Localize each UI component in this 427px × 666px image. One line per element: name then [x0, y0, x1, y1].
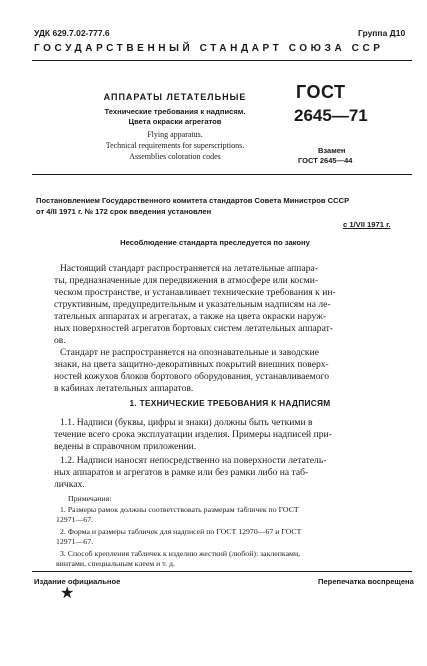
state-standard-title: ГОСУДАРСТВЕННЫЙ СТАНДАРТ СОЮЗА ССР: [34, 43, 384, 54]
udk-code: УДК 629.7.02-777.6: [34, 28, 110, 38]
subtitle-ru-1: Технические требования к надписям.: [104, 107, 246, 116]
title-en: Flying apparatus.: [147, 130, 203, 139]
notes-heading: Примечания:: [68, 494, 112, 503]
section-line: 1.2. Надписи наносят непосредственно на поверхности летатель-: [60, 455, 327, 466]
section-line: 1.1. Надписи (буквы, цифры и знаки) должны быть четкими в: [60, 417, 313, 428]
intro-line: ностей кожухов блоков бортового оборудования, устанавливаемого: [54, 371, 329, 382]
gost-label: ГОСТ: [296, 82, 346, 102]
note-line: 2. Форма и размеры табличек для надписей по ГОСТ 12970—67 и ГОСТ: [60, 527, 302, 536]
section-line: течение всего срока эксплуатации изделия. Примеры надписей при-: [54, 429, 332, 440]
replaces-doc: ГОСТ 2645—44: [298, 156, 353, 165]
note-line: 12971—67.: [56, 515, 94, 524]
header-rule: [32, 174, 412, 175]
intro-line: ных поверхностей агрегатов бортовых систем летательных аппарат-: [54, 323, 333, 334]
note-line: 1. Размеры рамок должны соответствовать размерам табличек по ГОСТ: [60, 505, 299, 514]
intro-line: структивным, предупредительным и указательным надписям на ле-: [54, 299, 331, 310]
effective-date: с 1/VII 1971 г.: [343, 220, 391, 229]
intro-line: тательных аппаратах и агрегатах, а также на цвета окраски наруж-: [54, 311, 327, 322]
footer-rule: [32, 571, 412, 572]
law-notice: Несоблюдение стандарта преследуется по закону: [120, 238, 310, 247]
decree-line-1: Постановлением Государственного комитета стандартов Совета Министров СССР: [36, 196, 350, 205]
top-rule: [32, 60, 412, 61]
intro-line: ов.: [54, 335, 66, 346]
intro-line: Настоящий стандарт распространяется на летательные аппара-: [60, 263, 318, 274]
section-line: личках.: [54, 479, 85, 490]
intro-line: знаки, на цвета защитно-декоративных покрытий внешних поверх-: [54, 359, 329, 370]
gost-number: 2645—71: [294, 106, 368, 125]
group-code: Группа Д10: [358, 28, 406, 38]
section-line: ведены в справочном приложении.: [54, 441, 197, 452]
note-line: 12971—67.: [56, 537, 94, 546]
subtitle-en-1: Technical requirements for superscriptions.: [105, 141, 245, 150]
official-edition: Издание официальное: [34, 577, 121, 586]
decree-line-2: от 4/II 1971 г. № 172 срок введения установлен: [36, 207, 212, 216]
section-line: ных аппаратов и агрегатов в рамке или без рамки либо на таб-: [54, 467, 309, 478]
replaces-label: Взамен: [318, 146, 346, 155]
intro-line: в кабинах летательных аппаратов.: [54, 383, 194, 394]
subtitle-en-2: Assemblies coloration codes: [129, 152, 221, 161]
reprint-prohibited: Перепечатка воспрещена: [318, 577, 414, 586]
note-line: 3. Способ крепления табличек к изделию жесткий (любой): заклепками,: [60, 549, 301, 558]
note-line: винтами, специальным клеем и т. д.: [56, 559, 175, 568]
intro-line: Стандарт не распространяется на опознавательные и заводские: [60, 347, 319, 358]
title-ru: АППАРАТЫ ЛЕТАТЕЛЬНЫЕ: [103, 92, 247, 102]
star-icon: ★: [60, 585, 75, 602]
subtitle-ru-2: Цвета окраски агрегатов: [128, 117, 222, 126]
intro-line: ческом пространстве, и устанавливает технические требования к ин-: [54, 287, 336, 298]
section-title: 1. ТЕХНИЧЕСКИЕ ТРЕБОВАНИЯ К НАДПИСЯМ: [129, 398, 331, 408]
intro-line: ты, предназначенные для передвижения в атмосфере или косми-: [54, 275, 319, 286]
